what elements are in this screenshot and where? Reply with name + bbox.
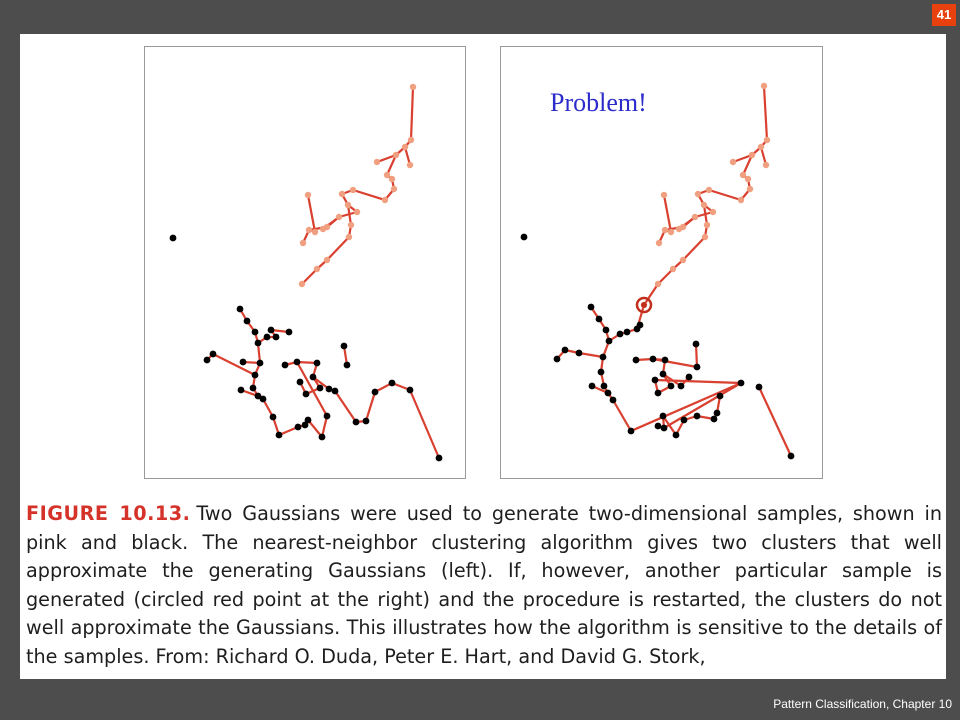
- black-sample-point: [589, 383, 596, 390]
- black-sample-point: [554, 356, 561, 363]
- cluster-edge: [308, 195, 315, 232]
- black-sample-point: [244, 318, 251, 325]
- black-sample-point: [686, 374, 693, 381]
- black-sample-point: [344, 362, 351, 369]
- pink-sample-point: [391, 186, 397, 192]
- black-sample-point: [694, 413, 701, 420]
- black-sample-point: [270, 414, 277, 421]
- black-sample-point: [598, 369, 605, 376]
- black-sample-point: [257, 360, 264, 367]
- black-sample-point: [681, 417, 688, 424]
- pink-sample-point: [706, 187, 712, 193]
- cluster-edge: [366, 392, 375, 421]
- black-sample-point: [650, 356, 657, 363]
- left-edges: [207, 87, 439, 458]
- cluster-edge: [683, 237, 705, 260]
- pink-sample-point: [738, 197, 744, 203]
- pink-sample-point: [740, 172, 746, 178]
- pink-sample-point: [761, 83, 767, 89]
- pink-sample-point: [324, 257, 330, 263]
- pink-sample-point: [348, 222, 354, 228]
- cluster-edge: [709, 190, 741, 200]
- pink-sample-point: [763, 162, 769, 168]
- pink-sample-point: [374, 159, 380, 165]
- pink-sample-point: [389, 176, 395, 182]
- pink-sample-point: [701, 202, 707, 208]
- black-sample-point: [668, 383, 675, 390]
- black-sample-point: [655, 423, 662, 430]
- cluster-edge: [327, 237, 349, 260]
- black-sample-point: [353, 419, 360, 426]
- black-sample-point: [652, 377, 659, 384]
- black-sample-point: [521, 234, 528, 241]
- black-sample-point: [606, 338, 613, 345]
- black-sample-point: [332, 388, 339, 395]
- black-sample-point: [276, 432, 283, 439]
- black-sample-point: [628, 428, 635, 435]
- black-sample-point: [562, 347, 569, 354]
- pink-sample-point: [764, 137, 770, 143]
- black-sample-point: [714, 410, 721, 417]
- pink-sample-point: [758, 144, 764, 150]
- cluster-edge: [764, 86, 767, 140]
- right-points: [521, 83, 795, 460]
- pink-sample-point: [702, 234, 708, 240]
- pink-sample-point: [749, 152, 755, 158]
- black-sample-point: [605, 390, 612, 397]
- black-sample-point: [237, 306, 244, 313]
- black-sample-point: [297, 379, 304, 386]
- figure-label: FIGURE 10.13.: [26, 502, 191, 525]
- problem-annotation: Problem!: [550, 88, 647, 117]
- pink-sample-point: [339, 191, 345, 197]
- pink-sample-point: [407, 162, 413, 168]
- figure-caption-text: Two Gaussians were used to generate two-dimensional samples, shown in pink and black. The nearest-neighbor clustering algorithm gives two clusters that well approximate the generating Gaussians (left). If, however, another particular sample is generated (circled red point at the right) and the procedure is restarted, the clusters do not well approximate the Gaussians. This illustrates how the algorithm is sensitive to the details of the samples. From: Richard O. Duda, Peter E. Hart, and David G. Stork,: [26, 502, 942, 668]
- black-sample-point: [294, 359, 301, 366]
- pink-sample-point: [300, 240, 306, 246]
- black-sample-point: [319, 434, 326, 441]
- cluster-edge: [631, 383, 741, 431]
- black-sample-point: [661, 425, 668, 432]
- pink-sample-point: [747, 186, 753, 192]
- black-sample-point: [603, 327, 610, 334]
- cluster-edge: [664, 195, 671, 232]
- black-sample-point: [756, 384, 763, 391]
- black-sample-point: [341, 343, 348, 350]
- pink-sample-point: [710, 209, 716, 215]
- black-sample-point: [617, 331, 624, 338]
- black-sample-point: [314, 360, 321, 367]
- pink-sample-point: [410, 84, 416, 90]
- pink-sample-point: [354, 209, 360, 215]
- page-number-badge: 41: [932, 4, 956, 26]
- black-sample-point: [596, 316, 603, 323]
- cluster-edge: [664, 383, 741, 428]
- pink-sample-point: [662, 227, 668, 233]
- pink-sample-point: [704, 222, 710, 228]
- pink-sample-point: [336, 214, 342, 220]
- black-sample-point: [407, 387, 414, 394]
- black-sample-point: [303, 391, 310, 398]
- pink-sample-point: [346, 234, 352, 240]
- pink-sample-point: [680, 257, 686, 263]
- pink-sample-point: [350, 187, 356, 193]
- black-sample-point: [655, 390, 662, 397]
- cluster-edge: [613, 400, 631, 431]
- pink-sample-point: [305, 192, 311, 198]
- pink-sample-point: [393, 152, 399, 158]
- pink-sample-point: [306, 227, 312, 233]
- cluster-edge: [213, 354, 255, 375]
- black-sample-point: [170, 235, 177, 242]
- black-sample-point: [662, 357, 669, 364]
- black-sample-point: [273, 334, 280, 341]
- black-sample-point: [363, 418, 370, 425]
- black-sample-point: [600, 354, 607, 361]
- black-sample-point: [738, 380, 745, 387]
- pink-sample-point: [656, 240, 662, 246]
- black-sample-point: [282, 362, 289, 369]
- black-sample-point: [252, 329, 259, 336]
- black-sample-point: [660, 371, 667, 378]
- black-sample-point: [660, 413, 667, 420]
- pink-sample-point: [668, 229, 674, 235]
- left-cluster-panel: [144, 46, 466, 479]
- black-sample-point: [268, 327, 275, 334]
- pink-sample-point: [408, 137, 414, 143]
- black-sample-point: [637, 322, 644, 329]
- pink-sample-point: [655, 281, 661, 287]
- pink-sample-point: [312, 229, 318, 235]
- black-sample-point: [576, 350, 583, 357]
- pink-sample-point: [676, 226, 682, 232]
- black-sample-point: [238, 387, 245, 394]
- red-sample-point: [641, 302, 647, 308]
- footer-text: Pattern Classification, Chapter 10: [773, 697, 952, 711]
- pink-sample-point: [299, 281, 305, 287]
- cluster-edge: [353, 190, 385, 200]
- pink-sample-point: [730, 159, 736, 165]
- pink-sample-point: [384, 172, 390, 178]
- pink-sample-point: [745, 176, 751, 182]
- black-sample-point: [693, 341, 700, 348]
- black-sample-point: [678, 383, 685, 390]
- black-sample-point: [601, 383, 608, 390]
- black-sample-point: [324, 413, 331, 420]
- figure-caption: [26, 500, 942, 672]
- black-sample-point: [210, 351, 217, 358]
- cluster-edge: [579, 353, 603, 357]
- left-points: [170, 84, 443, 462]
- black-sample-point: [264, 334, 271, 341]
- black-sample-point: [317, 385, 324, 392]
- black-sample-point: [286, 329, 293, 336]
- black-sample-point: [588, 304, 595, 311]
- left-cluster-plot: [145, 47, 467, 480]
- slide-area: [20, 34, 946, 679]
- pink-sample-point: [661, 192, 667, 198]
- pink-sample-point: [695, 191, 701, 197]
- black-sample-point: [788, 453, 795, 460]
- cluster-edge: [410, 390, 439, 458]
- cluster-edge: [696, 344, 697, 367]
- black-sample-point: [326, 386, 333, 393]
- pink-sample-point: [402, 144, 408, 150]
- black-sample-point: [711, 416, 718, 423]
- pink-sample-point: [382, 197, 388, 203]
- black-sample-point: [610, 397, 617, 404]
- black-sample-point: [389, 380, 396, 387]
- right-cluster-panel: [500, 46, 823, 479]
- black-sample-point: [717, 393, 724, 400]
- black-sample-point: [295, 424, 302, 431]
- cluster-edge: [759, 387, 791, 456]
- black-sample-point: [250, 385, 257, 392]
- black-sample-point: [372, 389, 379, 396]
- black-sample-point: [204, 357, 211, 364]
- black-sample-point: [260, 396, 267, 403]
- cluster-edge: [335, 391, 356, 422]
- black-sample-point: [252, 372, 259, 379]
- black-sample-point: [436, 455, 443, 462]
- black-sample-point: [240, 359, 247, 366]
- black-sample-point: [310, 374, 317, 381]
- black-sample-point: [673, 432, 680, 439]
- black-sample-point: [255, 340, 262, 347]
- black-sample-point: [305, 417, 312, 424]
- black-sample-point: [694, 364, 701, 371]
- pink-sample-point: [320, 226, 326, 232]
- cluster-edge: [411, 87, 413, 140]
- pink-sample-point: [314, 266, 320, 272]
- pink-sample-point: [670, 266, 676, 272]
- black-sample-point: [624, 329, 631, 336]
- pink-sample-point: [692, 214, 698, 220]
- black-sample-point: [633, 357, 640, 364]
- pink-sample-point: [345, 202, 351, 208]
